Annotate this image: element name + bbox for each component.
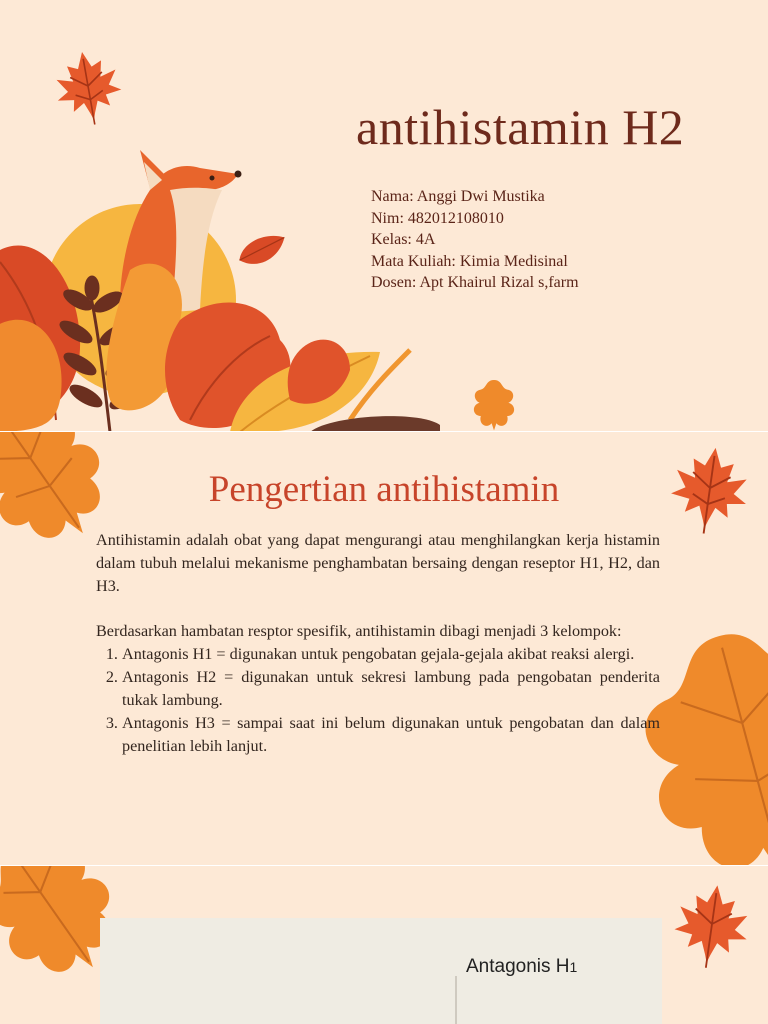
paragraph-definition: Antihistamin adalah obat yang dapat mengurangi atau menghilangkan kerja histamin dalam tubuh melalui mekanisme penghambatan bersaing dengan reseptor H1, H2, dan H3. [96, 531, 660, 595]
list-item: 2. Antagonis H2 = digunakan untuk sekresi lambung pada pengobatan penderita tukak lambung. [122, 666, 660, 712]
info-class: Kelas: 4A [371, 231, 436, 249]
small-leaf-icon [235, 230, 290, 269]
list-item: 3. Antagonis H3 = sampai saat ini belum digunakan untuk pengobatan dan dalam penelitian lebih lanjut. [122, 712, 660, 758]
content-box [100, 918, 662, 1024]
antagonist-h1-label [466, 956, 577, 978]
definition-slide [0, 432, 768, 866]
list-item: 1. Antagonis H1 = digunakan untuk pengobatan gejala-gejala akibat reaksi alergi. [122, 643, 660, 666]
vertical-divider [455, 976, 457, 1024]
wood-log [310, 416, 440, 432]
student-info [371, 186, 579, 294]
paragraph-groups: Berdasarkan hambatan resptor spesifik, antihistamin dibagi menjadi 3 kelompok: [96, 622, 622, 640]
label-subscript: 1 [569, 959, 578, 975]
info-nim: Nim: 482012108010 [371, 209, 504, 227]
slide-title: antihistamin H2 [356, 99, 685, 155]
title-slide [0, 0, 768, 432]
h1-slide [0, 866, 768, 1024]
maple-leaf-icon [50, 46, 126, 130]
info-name: Nama: Anggi Dwi Mustika [371, 188, 545, 205]
label-text: Antagonis H [466, 956, 570, 977]
definition-text [96, 529, 660, 758]
maple-leaf-icon [670, 880, 754, 973]
antagonist-list [96, 643, 660, 758]
info-course: Mata Kuliah: Kimia Medisinal [371, 252, 568, 270]
info-lecturer: Dosen: Apt Khairul Rizal s,farm [371, 274, 579, 292]
slide-title: Pengertian antihistamin [208, 469, 560, 510]
oak-leaf-icon [474, 380, 514, 430]
